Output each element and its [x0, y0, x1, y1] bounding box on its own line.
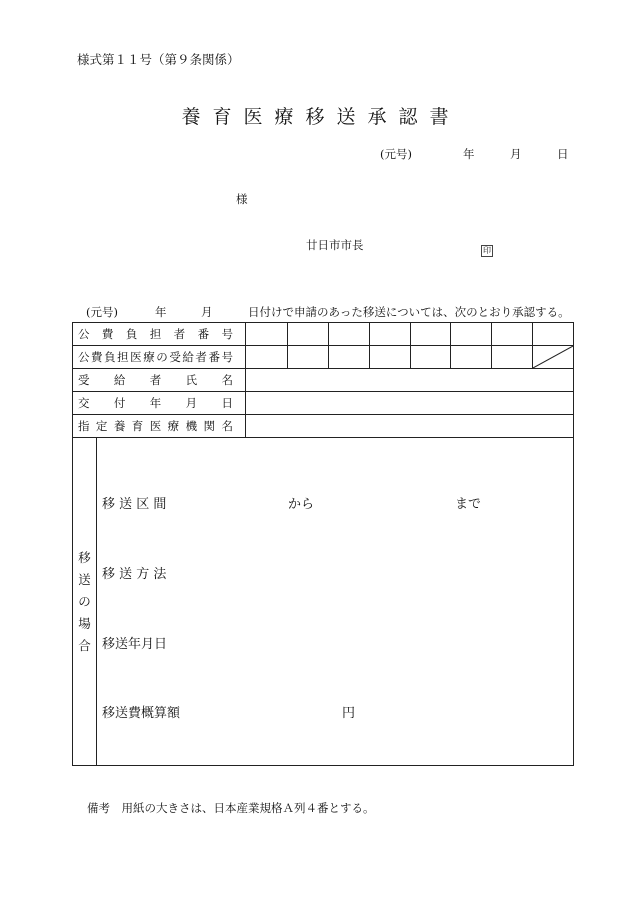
- digit-cell[interactable]: [370, 346, 411, 369]
- digit-cell[interactable]: [370, 323, 411, 346]
- digit-cell[interactable]: [288, 346, 329, 369]
- date-month: 月: [510, 147, 522, 161]
- digit-cell[interactable]: [329, 323, 370, 346]
- row-label-institution: 指定養育医療機関名: [73, 415, 246, 438]
- statement-year: 年: [155, 305, 167, 319]
- interval-label: 移 送 区 間: [102, 497, 167, 512]
- recipient-name-field[interactable]: [246, 369, 574, 392]
- date-year: 年: [463, 147, 475, 161]
- form-reference: 様式第１１号（第９条関係）: [77, 52, 240, 67]
- row-label-recipient-number: 公費負担医療の受給者番号: [73, 346, 246, 369]
- issuer: 廿日市市長: [306, 238, 364, 252]
- statement-text: 日付けで申請のあった移送については、次のとおり承認する。: [248, 305, 570, 319]
- digit-cell[interactable]: [492, 346, 533, 369]
- table-row: [73, 323, 574, 346]
- cost-label: 移送費概算額: [102, 706, 181, 721]
- table-row: [73, 392, 574, 415]
- digit-cell[interactable]: [451, 346, 492, 369]
- seal-mark: [481, 238, 493, 257]
- digit-cell[interactable]: [411, 323, 451, 346]
- from-text: から: [288, 497, 315, 512]
- method-label: 移 送 方 法: [102, 567, 167, 582]
- digit-cell[interactable]: [533, 323, 574, 346]
- table-row: [73, 346, 574, 369]
- note: 備考 用紙の大きさは、日本産業規格Ａ列４番とする。: [87, 801, 375, 815]
- table-row: [73, 369, 574, 392]
- row-label-issue-date: 交付年月日: [73, 392, 246, 415]
- date-era: (元号): [380, 147, 412, 161]
- digit-cell[interactable]: [288, 323, 329, 346]
- row-label-payer-number: 公費負担者番号: [73, 323, 246, 346]
- document-title: 養育医療移送承認書: [181, 106, 461, 128]
- row-label-recipient-name: 受給者氏名: [73, 369, 246, 392]
- institution-field[interactable]: [246, 415, 574, 438]
- section-label-transport: 移 送 の 場 合: [73, 438, 97, 766]
- date-day: 日: [557, 147, 569, 161]
- statement-era: (元号): [86, 305, 118, 319]
- to-text: まで: [455, 497, 482, 512]
- date-label: 移送年月日: [102, 637, 168, 652]
- statement-month: 月: [201, 305, 213, 319]
- issue-date-field[interactable]: [246, 392, 574, 415]
- digit-cell[interactable]: [329, 346, 370, 369]
- diagonal-slash: [533, 346, 573, 368]
- unused-digit-cell: [533, 346, 574, 369]
- approval-table: [72, 322, 574, 766]
- seal-text: 印: [483, 246, 491, 255]
- digit-cell[interactable]: [492, 323, 533, 346]
- table-row: [73, 438, 574, 766]
- transport-details[interactable]: [97, 438, 574, 766]
- addressee-suffix: 様: [236, 192, 248, 206]
- yen-text: 円: [342, 706, 356, 721]
- digit-cell[interactable]: [246, 346, 288, 369]
- table-row: [73, 415, 574, 438]
- digit-cell[interactable]: [411, 346, 451, 369]
- digit-cell[interactable]: [246, 323, 288, 346]
- digit-cell[interactable]: [451, 323, 492, 346]
